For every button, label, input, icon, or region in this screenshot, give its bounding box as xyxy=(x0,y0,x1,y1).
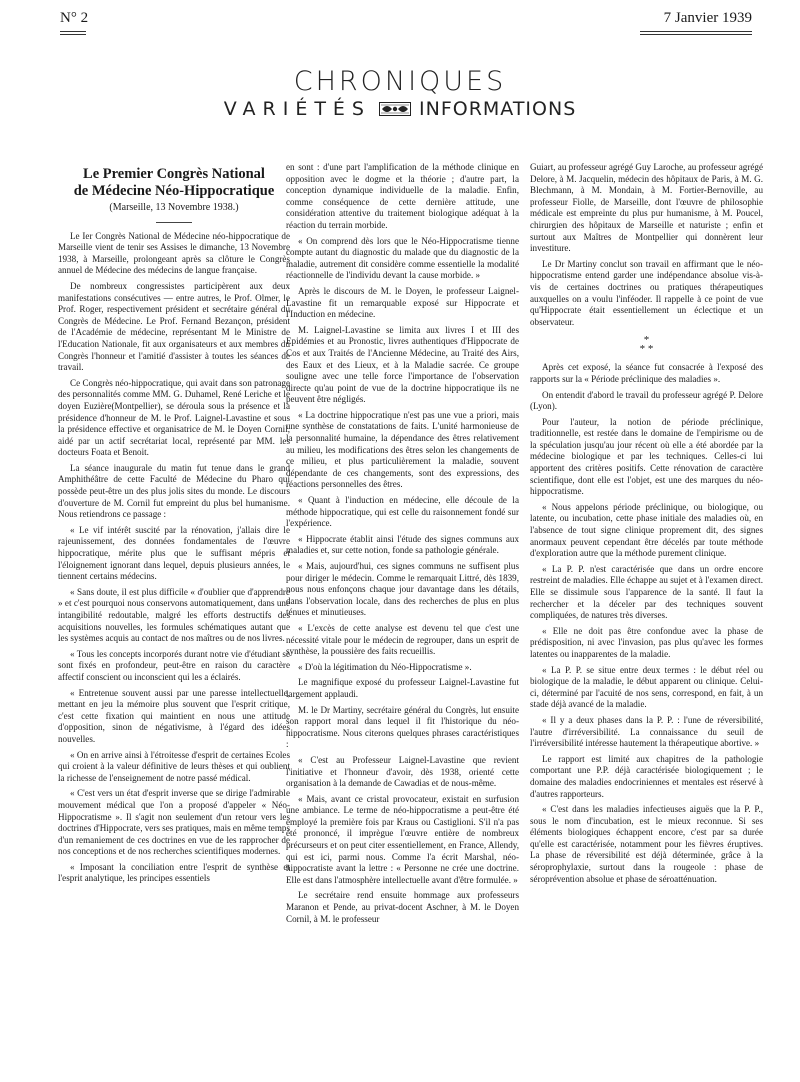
asterism: * * * xyxy=(639,334,654,356)
quote-paragraph: « L'excès de cette analyse est devenu tel que c'est une nécessité vitale pour le médecin de regrouper, dans un esprit de synthèse, la poussière des faits recueillis. xyxy=(286,622,519,657)
issue-number: N° 2 xyxy=(60,10,89,26)
quote-paragraph: « Le vif intérêt suscité par la rénovation, j'allais dire le rajeunissement, des données fondamentales de l'œuvre hippocratique, mérite plus que le suffisant mépris et l'éloignement ignorant dans lequel, depuis plusieurs années, le tiennent certains médecins. xyxy=(58,524,290,582)
title-divider xyxy=(156,222,192,223)
quote-paragraph: « La P. P. se situe entre deux termes : le début réel ou biologique de la maladie, le début apparent ou clinique. Celui-ci, déterminé par l'acuité de nos sens, correspond, en fait, à un stade déjà avancé de la maladie. xyxy=(530,664,763,710)
paragraph: Le magnifique exposé du professeur Laignel-Lavastine fut largement applaudi. xyxy=(286,677,519,699)
paragraph: Le Ier Congrès National de Médecine néo-hippocratique de Marseille vient de tenir ses Assises le dimanche, 13 Novembre 1938, à Marseille, prolongeant après sa clôture le Congrès annuel de Médecine des médecins de langue française. xyxy=(58,230,290,276)
quote-paragraph: « Il y a deux phases dans la P. P. : l'une de réversibilité, l'autre d'irréversibilité. La connaissance du seuil de l'irréversibilité intéresse hautement la thérapeutique abortive. » xyxy=(530,714,763,749)
quote-paragraph: « C'est au Professeur Laignel-Lavastine que revient l'initiative et l'honneur d'avoir, dès 1938, orienté cette organisation à la demande de Cawadias et de nous-même. xyxy=(286,754,519,789)
issue-date-rule-2 xyxy=(640,34,752,35)
paragraph: en sont : d'une part l'amplification de la méthode clinique en opposition avec le dogme et la théorie ; d'autre part, la conception dynamique individuelle de la maladie. Enfin, comme conséquence de cette dernière attitude, une considération attentive du traitement biologique adéquat à la réaction du terrain morbide. xyxy=(286,162,519,230)
article-subtitle: (Marseille, 13 Novembre 1938.) xyxy=(109,202,239,213)
quote-paragraph: « On en arrive ainsi à l'étroitesse d'esprit de certaines Ecoles qui croient à la valeur définitive de leurs thèses et qui oublient la richesse de l'enseignement de notre passé médical. xyxy=(58,749,290,783)
quote-paragraph: « Imposant la conciliation entre l'esprit de synthèse et l'esprit analytique, les principes essentiels xyxy=(58,861,290,884)
quote-paragraph: « C'est dans les maladies infectieuses aiguës que la P. P., sous le nom d'incubation, est le mieux reconnue. Si ses éléments biologiques échappent encore, c'est par sa durée qu'elle est caractérisée, notamment pour les fièvres éruptives. La phase de réversibilité est déjà déterminée, grâce à la séroprophylaxie, surtout dans la rougeole : phase de séroprévention absolue et phase de séroatténuation. xyxy=(530,804,763,884)
quote-paragraph: « D'où la légitimation du Néo-Hippocratisme ». xyxy=(298,661,472,672)
quote-paragraph: « Mais, aujourd'hui, ces signes communs ne suffisent plus pour diriger le médecin. Comme le remarquait Littré, dès 1839, nous nous enfonçons chaque jour davantage dans les détails, dans l'observation locale, dans des recherches de plus en plus ténues et minutieuses. xyxy=(286,561,519,618)
quote-paragraph: « Tous les concepts incorporés durant notre vie d'étudiant se sont fixés en profondeur, peut-être en raison du caractère affectif conscient ou inconscient qui les a éclairés. xyxy=(58,648,290,682)
paragraph: Après cet exposé, la séance fut consacrée à l'exposé des rapports sur la « Période préclinique des maladies ». xyxy=(530,362,763,384)
paragraph: On entendit d'abord le travail du professeur agrégé P. Delore (Lyon). xyxy=(530,389,763,412)
quote-paragraph: « Hippocrate établit ainsi l'étude des signes communs aux maladies et, sur cette notion, fonde sa pathologie générale. xyxy=(286,533,519,556)
paragraph: Le secrétaire rend ensuite hommage aux professeurs Maranon et Pende, au privat-docent Aschner, à M. le Doyen Cornil, à M. le professeur xyxy=(286,890,519,924)
masthead-informations: INFORMATIONS xyxy=(419,98,577,120)
paragraph: M. le Dr Martiny, secrétaire général du Congrès, lut ensuite son rapport moral dans lequel il fit l'historique du néo-hippocratisme. Nous citerons quelques phrases caractéristiques : xyxy=(286,704,519,750)
quote-paragraph: « Entretenue souvent aussi par une paresse intellectuelle, mettant en jeu la mémoire plus souvent que l'esprit critique, c'est cette fixation qui maintient en nous une attitude d'opposition, sinon de négativisme, à l'égard des idées nouvelles. xyxy=(58,687,290,744)
paragraph: Ce Congrès néo-hippocratique, qui avait dans son patronage des personnalités comme MM. G. Duhamel, René Leriche et le doyen Euzière(Montpellier), se déroula sous la présence et la présidence d'honneur de M. le Prof. Laignel-Lavastine et sous la présidence effective et organisatrice de M. le Doyen Cornil, aidé par un actif secrétariat local, représenté par MM. les docteurs Foata et Benoit. xyxy=(58,377,290,458)
quote-paragraph: « C'est vers un état d'esprit inverse que se dirige l'admirable mouvement médical que l'on a proposé d'appeler « Néo-Hippocratisme ». Il s'agit non seulement d'un retour vers les doctrines d'Hippocrate, vers ses pratiques, mais en même temps d'un remaniement de ces doctrines en vue de les rapprocher de nos conceptions et de nos recherches scientifiques modernes. xyxy=(58,788,290,857)
paragraph: Pour l'auteur, la notion de période préclinique, traditionnelle, est restée dans le domaine de l'empirisme ou de la spéculation jusqu'au jour récent où elle a été abordée par la médecine biologique et par les techniques. Celles-ci lui apportent des critères positifs. Cette rénovation de caractère scientifique, dont elle est l'objet, est une des marques du néo-hippocratisme. xyxy=(530,416,763,497)
paragraph: Le Dr Martiny conclut son travail en affirmant que le néo-hippocratisme entend garder une indépendance absolue vis-à-vis de certaines doctrines ou pratiques thérapeutiques auxquelles on a voulu l'inféoder. Il rappelle à ce point de vue qu'Hippocrate était essentiellement un éclectique et un observateur. xyxy=(530,258,763,327)
column-2 xyxy=(286,162,519,929)
quote-paragraph: « On comprend dès lors que le Néo-Hippocratisme tienne compte autant du diagnostic du malade que du diagnostic de la maladie, autrement dit considère comme essentielle la modalité réactionnelle de l'individu devant la cause morbide. » xyxy=(286,235,519,281)
masthead-title: CHRONIQUES xyxy=(293,66,507,97)
quote-paragraph: « Quant à l'induction en médecine, elle découle de la méthode hippocratique, qui est celle du raisonnement fondé sur l'expérience. xyxy=(286,495,519,529)
paragraph: M. Laignel-Lavastine se limita aux livres I et III des Epidémies et au Pronostic, livres authentiques d'Hippocrate de Cos et aux Traités de l'Ancienne Médecine, au Traité des Airs, des Eaux et des Lieux, et à la Maladie sacrée. Ce groupe souligne avec une telle force l'importance de l'observation directe qu'au point de vue de la doctrine hippocratique ils ne peuvent être négligés. xyxy=(286,324,519,405)
quote-paragraph: « La doctrine hippocratique n'est pas une vue a priori, mais une synthèse de constatations de faits. L'unité harmonieuse de la personnalité humaine, la dépendance des êtres relativement au milieu, les modifications des êtres selon les changements de ce milieu, et plus particulièrement la maladie, souvent dépendante de ces changements, sont des expressions, des réactions personnelles des êtres. xyxy=(286,409,519,490)
issue-number-rule xyxy=(60,31,86,32)
paragraph: Après le discours de M. le Doyen, le professeur Laignel-Lavastine fit un remarquable exposé sur Hippocrate et l'Induction en médecine. xyxy=(286,285,519,320)
quote-paragraph: « La P. P. n'est caractérisée que dans un ordre encore restreint de maladies. Elle échappe au sujet et à l'examen direct. Elle se dissimule sous l'apparence de la santé. Il faut la rechercher et la déceler par des techniques souvent compliquées, de natures très diverses. xyxy=(530,563,763,621)
paragraph: De nombreux congressistes participèrent aux deux manifestations consécutives — entre autres, le Prof. Olmer, le Prof. Roger, respectivement président et secrétaire général du Congrès de Médecine. Le Prof. Fernand Bezançon, président de l'Académie de médecine, représentant M le Ministre de l'Education Nationale, fit aux organisateurs et aux membres du Congrès l'honneur et l'amitié d'assister à toutes les séances de travail. xyxy=(58,280,290,373)
issue-date-rule xyxy=(640,31,752,32)
issue-number-rule-2 xyxy=(60,34,86,35)
issue-date: 7 Janvier 1939 xyxy=(663,10,752,26)
column-3 xyxy=(530,162,763,889)
article-title-line-1: Le Premier Congrès National xyxy=(83,166,265,182)
masthead-subtitle xyxy=(0,98,800,120)
paragraph: Guiart, au professeur agrégé Guy Laroche, au professeur agrégé Delore, à M. Jacquelin, médecin des hôpitaux de Paris, à M. G. Blechmann, à M. Mondain, à M. Fortier-Bernoville, au professeur Fiolle, de Marseille, dont l'œuvre de philosophie médicale est empreinte du plus pur humanisme, à M. Poucel, chirurgien des hôpitaux de Marseille et naturiste ; enfin et surtout aux Maîtres de Montpellier qui donnèrent leur investiture. xyxy=(530,162,763,254)
quote-paragraph: « Nous appelons période préclinique, ou biologique, ou latente, ou incubation, cette phase initiale des maladies où, en l'absence de tout signe clinique proprement dit, des signes anormaux peuvent cependant être décelés par toute méthode d'exploration autre que la méthode purement clinique. xyxy=(530,501,763,559)
quote-paragraph: « Mais, avant ce cristal provocateur, existait en surfusion une ambiance. Le terme de néo-hippocratisme a peut-être été employé la première fois par Kraus ou Castiglioni. S'il n'a pas été prononcé, il imprègue l'œuvre entière de nombreux précurseurs et on peut citer essentiellement, en France, Allendy, qui est ici, parmi nous. Comme l'a écrit Marshal, néo-hippocratiste avant la lettre : « Personne ne crée une doctrine. Elle est dans l'atmosphère intellectuelle avant d'être formulée. » xyxy=(286,793,519,885)
ornament-icon xyxy=(379,102,411,116)
quote-paragraph: « Sans doute, il est plus difficile « d'oublier que d'apprendre » et c'est pourquoi nous conservons automatiquement, dans une intangibilité redoutable, malgré les efforts destructifs des acquisitions nouvelles, les formules schématiques autant que les systèmes acquis au contact de nos maîtres ou de nos livres. xyxy=(58,586,290,644)
article-title-line-2: de Médecine Néo-Hippocratique xyxy=(73,183,275,199)
paragraph: Le rapport est limité aux chapitres de la pathologie comportant une P.P. déjà caractérisée biologiquement ; le domaine des maladies endocriniennes et mentales est réservé à d'autres rapporteurs. xyxy=(530,753,763,799)
paragraph: La séance inaugurale du matin fut tenue dans le grand Amphithéâtre de cette Faculté de Médecine du Pharo qui possède peut-être un des plus jolis sites du monde. Le discours d'ouverture de M. Cornil fut empreint du plus bel humanisme. Nous retiendrons ce passage : xyxy=(58,462,290,520)
masthead-varietes: VARIÉTÉS xyxy=(223,98,371,120)
article-title xyxy=(58,166,290,200)
column-1 xyxy=(58,162,290,889)
quote-paragraph: « Elle ne doit pas être confondue avec la phase de prédisposition, ni avec l'invasion, pas plus qu'avec les formes latentes ou inapparentes de la maladie. xyxy=(530,625,763,659)
